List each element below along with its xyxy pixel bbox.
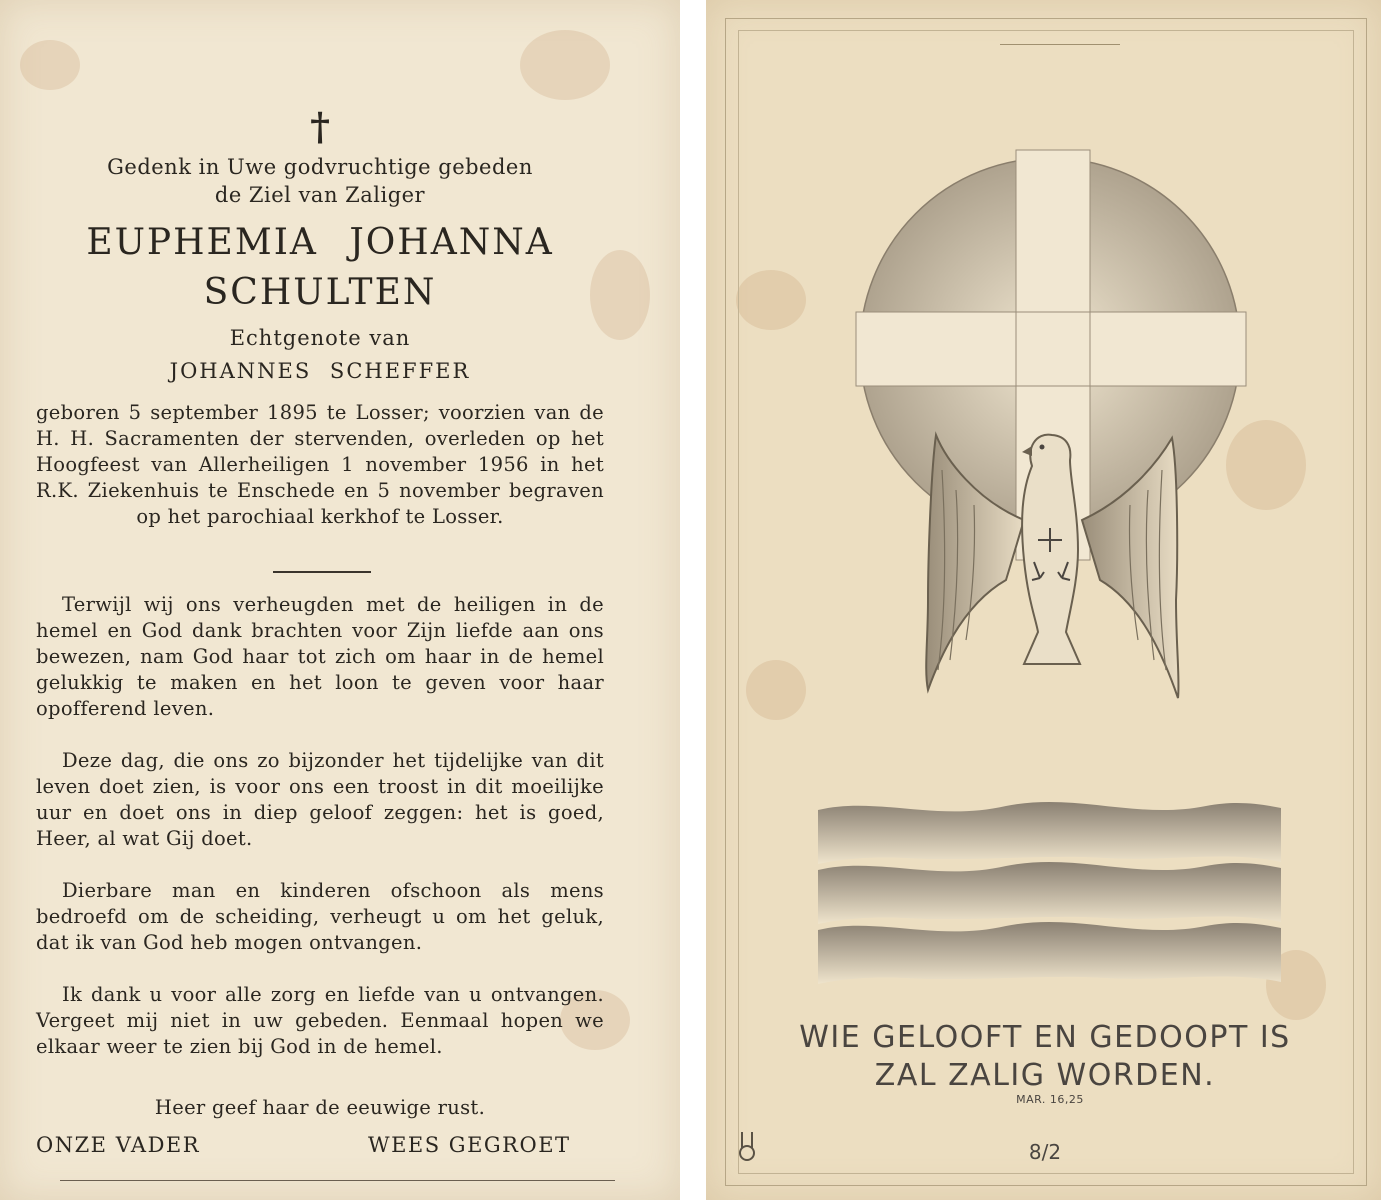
- bottom-rule: [60, 1180, 615, 1181]
- memorial-paragraph-3: Dierbare man en kinderen ofschoon als mens bedroefd om de scheiding, verheugt u om het geluk, dat ik van God heb mogen ontvangen.: [36, 879, 604, 954]
- intro-line-2: de Ziel van Zaliger: [214, 183, 426, 207]
- spouse-name: JOHANNES SCHEFFER: [169, 359, 471, 383]
- memorial-paragraph-1: Terwijl wij ons verheugden met de heiligen in de hemel en God dank brachten voor Zijn liefde aan ons bewezen, nam God haar tot zich om haar in de hemel gelukkig te maken en het loon te geven voor haar opofferend leven.: [36, 593, 604, 720]
- verse-line-2: ZAL ZALIG WORDEN.: [874, 1058, 1216, 1093]
- age-stain: [20, 40, 80, 90]
- memorial-paragraph-2: Deze dag, die ons zo bijzonder het tijdelijke van dit leven doet zien, is voor ons een troost in dit moeilijke uur en doet ons in diep geloof zeggen: het is goed, Heer, al wat Gij doet.: [36, 749, 604, 850]
- publisher-mark-icon: [740, 1132, 754, 1160]
- water-waves: [818, 802, 1281, 984]
- prayer-our-father: ONZE VADER: [36, 1133, 201, 1157]
- biography-paragraph: geboren 5 september 1895 te Losser; voorzien van de H. H. Sacramenten der stervenden, overleden op het Hoogfeest van Allerheiligen 1 november 1956 in het R.K. Ziekenhuis te Enschede en 5 november begraven op het parochiaal kerkhof te Losser.: [36, 401, 604, 528]
- deceased-surname: SCHULTEN: [203, 272, 437, 313]
- verse-line-1: WIE GELOOFT EN GEDOOPT IS: [799, 1020, 1291, 1055]
- age-stain: [520, 30, 610, 100]
- spouse-label: Echtgenote van: [229, 326, 411, 350]
- memorial-paragraph-4: Ik dank u voor alle zorg en liefde van u ontvangen. Vergeet mij niet in uw gebeden. Eenmaal hopen we elkaar weer te zien bij God in de hemel.: [36, 983, 604, 1058]
- verse-reference: MAR. 16,25: [1016, 1093, 1084, 1106]
- cross-symbol: †: [310, 104, 330, 149]
- intro-line-1: Gedenk in Uwe godvruchtige gebeden: [107, 155, 533, 179]
- section-divider: [273, 571, 371, 573]
- rest-prayer-line: Heer geef haar de eeuwige rust.: [154, 1096, 486, 1119]
- prayer-hail-mary: WEES GEGROET: [368, 1133, 571, 1157]
- deceased-given-names: EUPHEMIA JOHANNA: [86, 222, 554, 263]
- card-number: 8/2: [1028, 1140, 1062, 1164]
